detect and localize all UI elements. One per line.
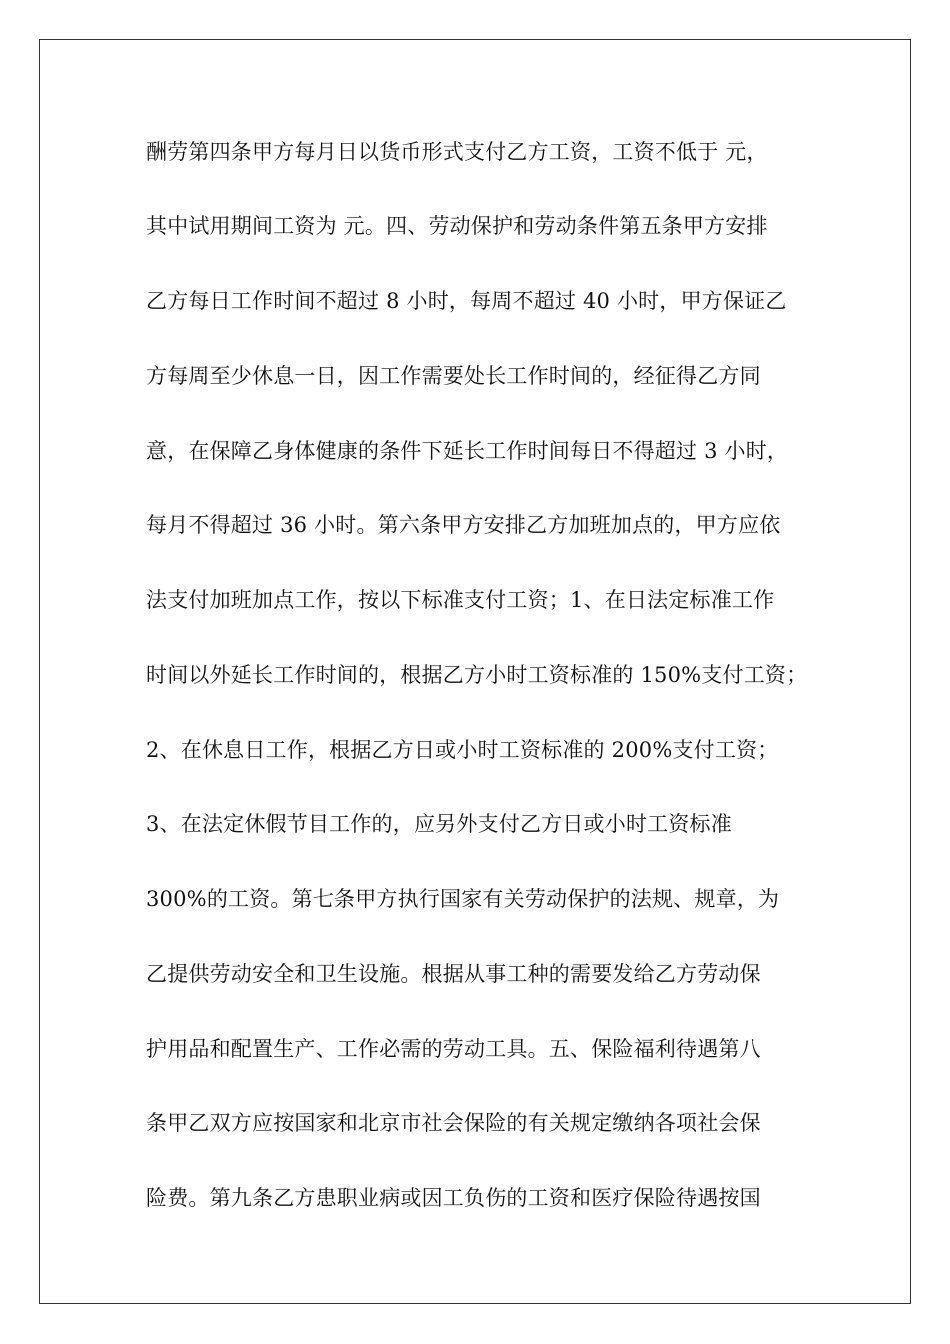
text-line-13: 护用品和配置生产、工作必需的劳动工具。五、保险福利待遇第八 — [146, 1037, 761, 1061]
text-line-1: 酬劳第四条甲方每月日以货币形式支付乙方工资，工资不低于 元， — [146, 140, 768, 164]
text-line-4: 方每周至少休息一日，因工作需要处长工作时间的，经征得乙方同 — [146, 364, 761, 388]
text-line-6: 每月不得超过 36 小时。第六条甲方安排乙方加班加点的，甲方应依 — [146, 513, 781, 537]
text-line-2: 其中试用期间工资为 元。四、劳动保护和劳动条件第五条甲方安排 — [146, 214, 768, 238]
text-line-12: 乙提供劳动安全和卫生设施。根据从事工种的需要发给乙方劳动保 — [146, 962, 761, 986]
text-line-11: 300%的工资。第七条甲方执行国家有关劳动保护的法规、规章，为 — [146, 887, 780, 911]
text-line-14: 条甲乙双方应按国家和北京市社会保险的有关规定缴纳各项社会保 — [146, 1111, 761, 1135]
text-line-15: 险费。第九条乙方患职业病或因工负伤的工资和医疗保险待遇按国 — [146, 1186, 761, 1210]
text-line-10: 3、在法定休假节目工作的，应另外支付乙方日或小时工资标准 — [146, 812, 732, 836]
text-line-5: 意，在保障乙身体健康的条件下延长工作时间每日不得超过 3 小时， — [146, 439, 789, 463]
text-line-8: 时间以外延长工作时间的，根据乙方小时工资标准的 150%支付工资； — [146, 663, 808, 687]
text-line-7: 法支付加班加点工作，按以下标准支付工资；1、在日法定标准工作 — [146, 588, 775, 612]
text-line-3: 乙方每日工作时间不超过 8 小时，每周不超过 40 小时，甲方保证乙 — [146, 289, 787, 313]
text-line-9: 2、在休息日工作，根据乙方日或小时工资标准的 200%支付工资； — [146, 738, 779, 762]
